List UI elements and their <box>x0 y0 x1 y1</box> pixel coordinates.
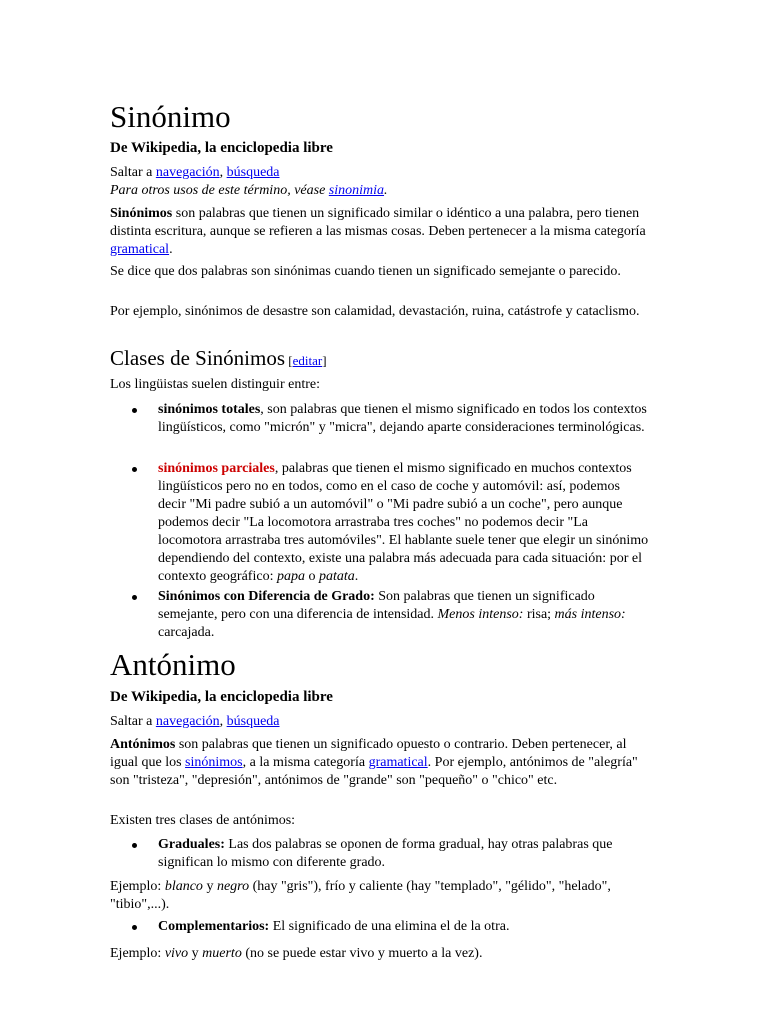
editar-link[interactable]: editar <box>292 353 323 368</box>
ejemplo-1 <box>110 878 650 914</box>
gramatical-link[interactable]: gramatical <box>110 242 170 257</box>
gramatical-link[interactable]: gramatical <box>368 755 428 770</box>
item3-text: Son palabras que tienen un significado semejante, pero con una diferencia de intensidad. <box>158 589 595 622</box>
list-item <box>110 588 650 642</box>
item2-mid: o <box>304 569 319 584</box>
antonimo-paragraph-1 <box>110 736 650 790</box>
complementarios-bold: Complementarios: <box>158 919 270 934</box>
item2-papa: papa <box>276 569 305 584</box>
item1-bold: sinónimos totales <box>158 402 261 417</box>
sinonimo-subtitle: De Wikipedia, la enciclopedia libre <box>110 140 333 156</box>
section-title: Clases de Sinónimos <box>110 346 286 370</box>
sinonimia-link-text: sinonimia <box>328 183 385 198</box>
ex2-muerto: muerto <box>202 946 242 961</box>
list-item <box>110 836 650 872</box>
clases-section-heading <box>110 346 650 373</box>
jump-prefix: Saltar a <box>110 165 156 180</box>
sinonimos-parciales-link[interactable]: sinónimos parciales <box>158 461 275 476</box>
ex2-mid: y <box>188 946 203 961</box>
clases-list-3 <box>110 588 650 642</box>
antonimos-bold: Antónimos <box>110 737 176 752</box>
antonimo-list-2 <box>110 918 650 936</box>
clases-intro: Los lingüistas suelen distinguir entre: <box>110 377 320 392</box>
busqueda-link[interactable]: búsqueda <box>226 714 280 729</box>
p1-end: . <box>169 242 173 257</box>
item3-end: carcajada. <box>158 625 215 640</box>
list-item <box>110 460 650 586</box>
graduales-text: Las dos palabras se oponen de forma gradual, hay otras palabras que significan lo mismo con diferente grado. <box>158 837 613 870</box>
antonimo-list-1 <box>110 836 650 872</box>
navegacion-link[interactable]: navegación <box>155 165 220 180</box>
ex2-prefix: Ejemplo: <box>110 946 165 961</box>
p1-end: . Por ejemplo, antónimos de "alegría" son "tristeza", "depresión", antónimos de "grande" son "pequeño" o "chico" etc. <box>110 755 638 788</box>
item2-text: , palabras que tienen el mismo significado en muchos contextos lingüísticos pero no en todos, como en el caso de coche y automóvil: así, podemos decir "Mi padre subió a un automóvil" o "Mi padre subió a un coche", pero aunque podemos decir "La locomotora arrastraba tres coches" no podemos decir "La locomotora arrastraba tres automóviles". El hablante suele tener que elegir un sinónimo dependiendo del contexto, existe una palabra más adecuada para cada situación: por el contexto geográfico: <box>158 461 649 584</box>
item3-mid: risa; <box>523 607 555 622</box>
item3-mas: más intenso: <box>554 607 626 622</box>
item3-menos: Menos intenso: <box>437 607 524 622</box>
antonimo-paragraph-2: Existen tres clases de antónimos: <box>110 813 296 828</box>
clases-list-2 <box>110 460 650 586</box>
list-item <box>110 401 650 437</box>
sinonimo-paragraph-1 <box>110 205 650 259</box>
graduales-bold: Graduales: <box>158 837 225 852</box>
edit-close: ] <box>322 353 327 368</box>
sinonimos-link[interactable]: sinónimos <box>185 755 243 770</box>
navegacion-link[interactable]: navegación <box>155 714 220 729</box>
ex1-mid: y <box>202 879 217 894</box>
disambig-end: . <box>384 183 388 198</box>
jump-prefix: Saltar a <box>110 714 156 729</box>
ex1-text: (hay "gris"), frío y caliente (hay "templado", "gélido", "helado", "tibio",...). <box>110 879 611 912</box>
disambiguation-note <box>110 182 650 200</box>
sinonimos-bold: Sinónimos <box>110 206 173 221</box>
item1-text: , son palabras que tienen el mismo significado en todos los contextos lingüísticos, como "micrón" y "micra", dejando aparte consideraciones terminológicas. <box>158 402 647 435</box>
sinonimo-paragraph-3: Por ejemplo, sinónimos de desastre son calamidad, devastación, ruina, catástrofe y cataclismo. <box>110 304 640 319</box>
sinonimo-title: Sinónimo <box>110 99 231 134</box>
jump-separator: , <box>219 714 227 729</box>
ex1-prefix: Ejemplo: <box>110 879 165 894</box>
disambig-text: Para otros usos de este término, véase <box>110 183 329 198</box>
sinonimo-paragraph-2: Se dice que dos palabras son sinónimas cuando tienen un significado semejante o parecido. <box>110 264 621 279</box>
ejemplo-2 <box>110 945 650 963</box>
p1-text: son palabras que tienen un significado similar o idéntico a una palabra, pero tienen distinta escritura, aunque se refieren a las mismas cosas. Deben pertenecer a la misma categoría <box>110 206 646 239</box>
edit-open: [ <box>285 353 293 368</box>
ex2-vivo: vivo <box>164 946 189 961</box>
p1-mid: , a la misma categoría <box>242 755 369 770</box>
ex1-blanco: blanco <box>164 879 203 894</box>
item2-patata: patata <box>318 569 355 584</box>
sinonimia-link[interactable] <box>329 183 384 198</box>
list-item <box>110 918 650 936</box>
item2-end: . <box>354 569 359 584</box>
antonimo-title: Antónimo <box>110 647 236 682</box>
complementarios-text: El significado de una elimina el de la otra. <box>269 919 510 934</box>
busqueda-link[interactable]: búsqueda <box>226 165 280 180</box>
jump-separator: , <box>219 165 227 180</box>
antonimo-jump-line <box>110 713 650 731</box>
p1-text: son palabras que tienen un significado opuesto o contrario. Deben pertenecer, al igual que los <box>110 737 627 770</box>
ex1-negro: negro <box>216 879 250 894</box>
clases-list <box>110 401 650 437</box>
antonimo-subtitle: De Wikipedia, la enciclopedia libre <box>110 689 333 705</box>
ex2-text: (no se puede estar vivo y muerto a la vez). <box>241 946 483 961</box>
sinonimo-jump-line <box>110 164 650 182</box>
item3-bold: Sinónimos con Diferencia de Grado: <box>158 589 375 604</box>
